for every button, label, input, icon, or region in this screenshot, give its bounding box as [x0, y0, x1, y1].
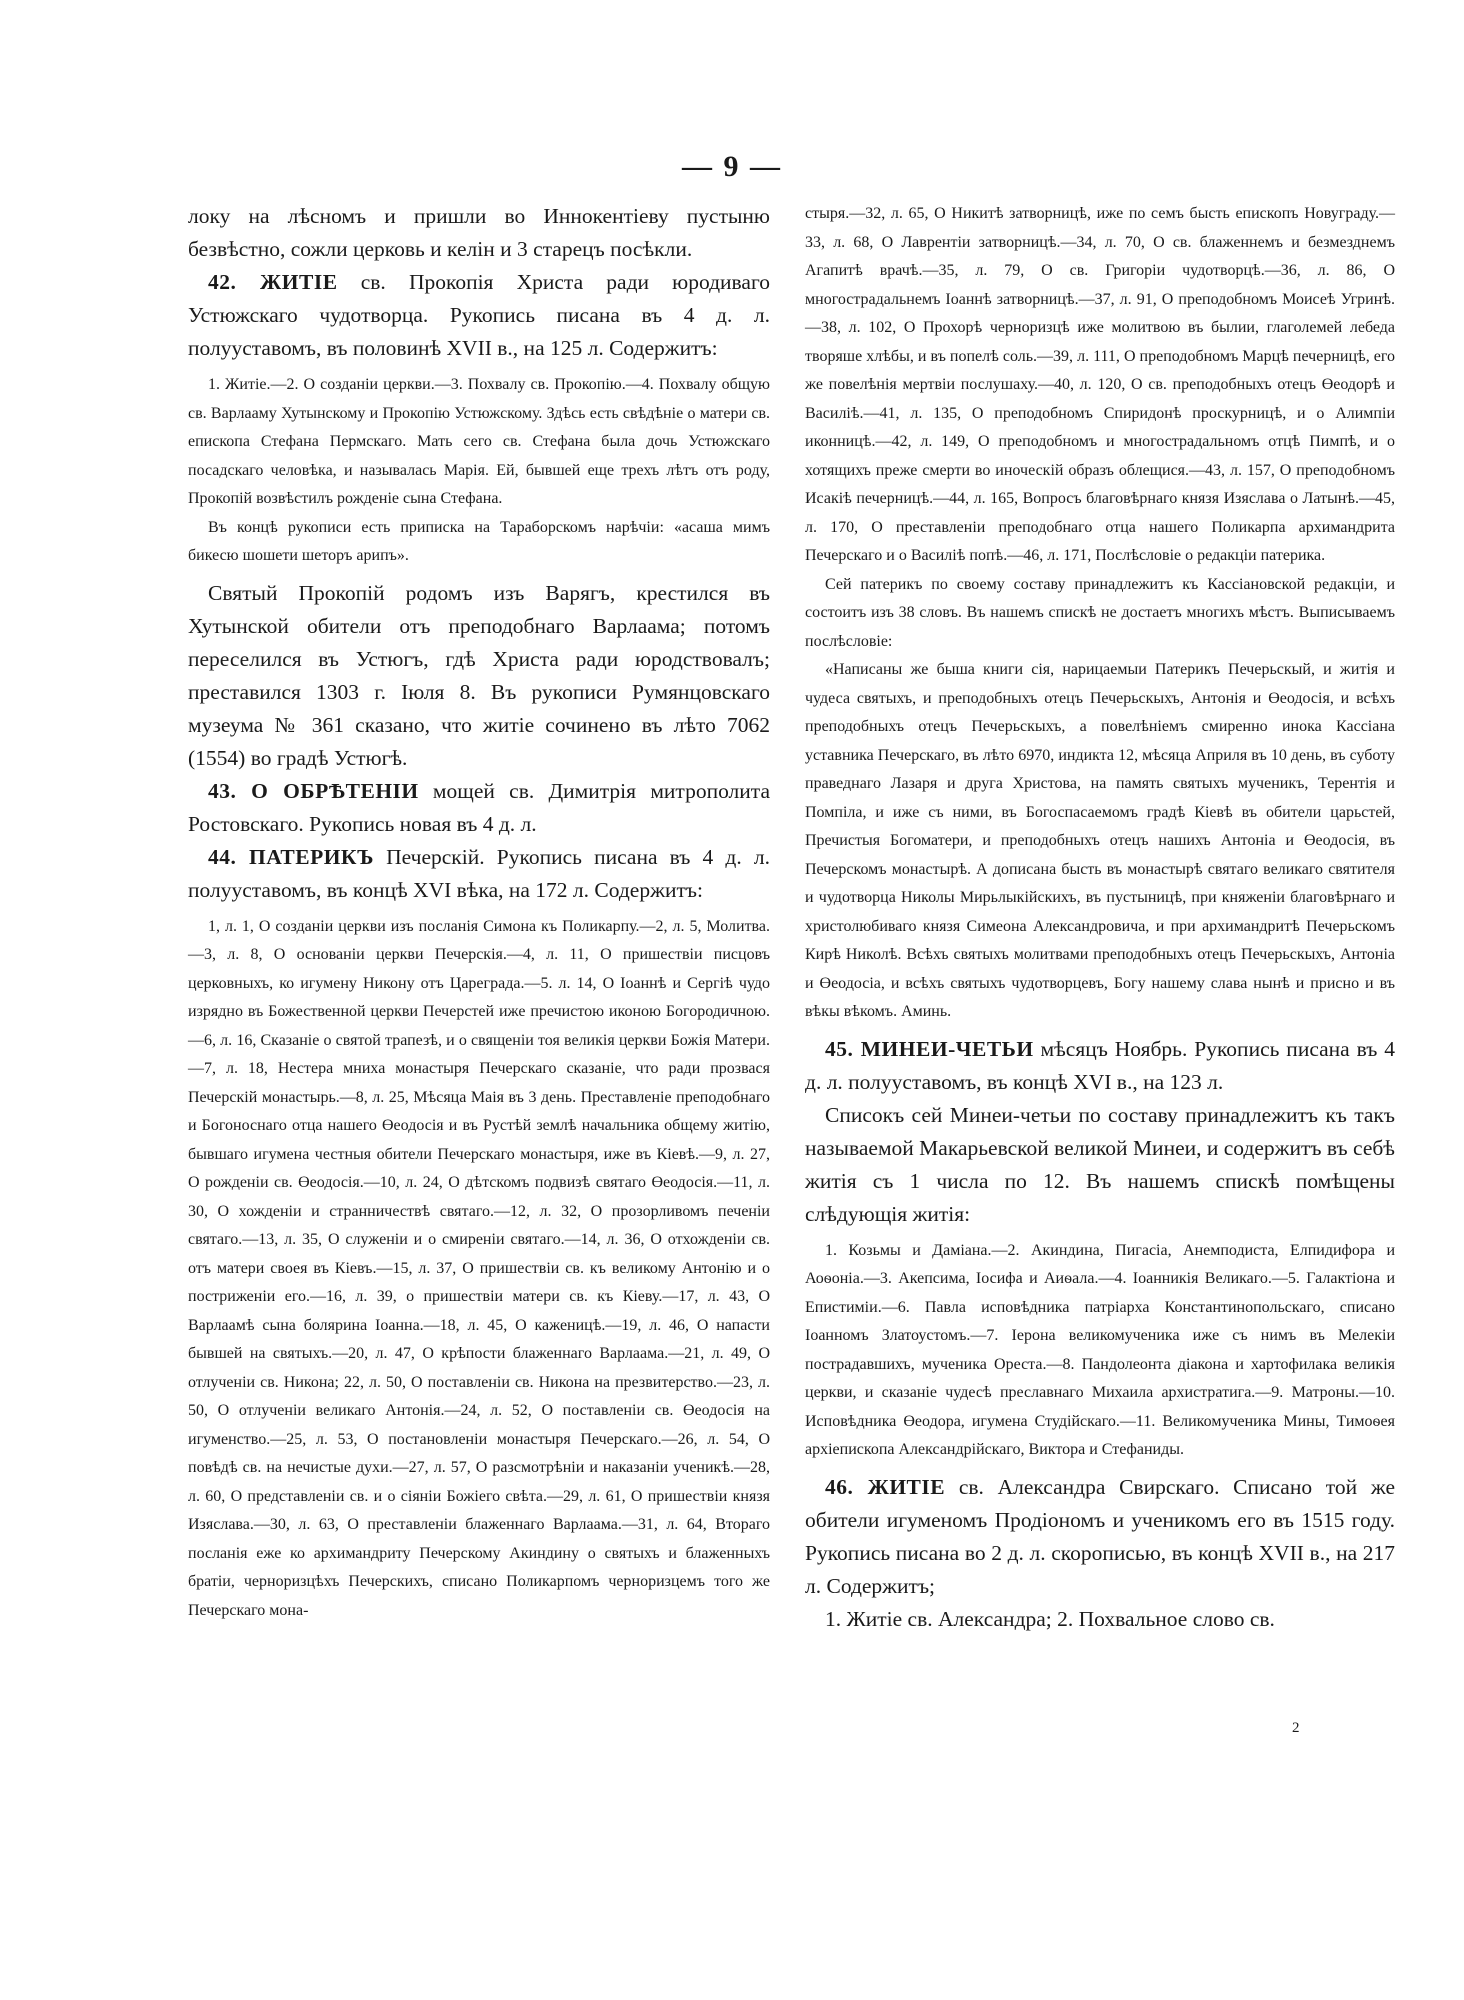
paragraph: стыря.—32, л. 65, О Никитѣ затворницѣ, иже по семъ бысть епископъ Новуграду.—33, л. 68, О Лаврентіи затворницѣ.—34, л. 70, О св. блаженнемъ и безмезднемъ Агапитѣ врачѣ.—35, л. 79, О св. Григоріи чудотворцѣ.—36, л. 86, О многострадальнемъ Іоаннѣ затворницѣ.—37, л. 91, О преподобномъ Моисеѣ Угринѣ.—38, л. 102, О Прохорѣ черноризцѣ иже молитвою въ былии, глаголемей лебеда творяше хлѣбы, и въ попелѣ соль.—39, л. 111, О преподобномъ Марцѣ печерницѣ, его же повелѣнія мертвіи послушаху.—40, л. 120, О св. преподобныхъ отецъ Өеодорѣ и Василіѣ.—41, л. 135, О преподобномъ Спиридонѣ проскурницѣ, и о Алимпіи иконницѣ.—42, л. 149, О преподобномъ и многострадальномъ отцѣ Пимпѣ, и о хотящихъ преже смерти во иноческій образъ облещися.—43, л. 157, О преподобномъ Исакіѣ печерницѣ.—44, л. 165, Вопросъ благовѣрнаго князя Изяслава о Латынѣ.—45, л. 170, О преставленіи преподобнаго отца нашего Поликарпа архимандрита Печерскаго и о Василіѣ попѣ.—46, л. 171, Послѣсловіе о редакціи патерика. [805, 205, 1395, 564]
paragraph: «Написаны же быша книги сія, нарицаемыи Патерикъ Печерьскый, и житія и чудеса святыхъ, и преподобныхъ отецъ Печерьскыхъ, Антонія и Өеодосія, и всѣхъ преподобныхъ отецъ Печерьскыхъ, а повелѣніемъ смиренно инока Кассіана уставника Печерскаго, въ лѣто 6970, индикта 12, мѣсяца Априля въ 10 день, въ суботу праведнаго Лазаря и друга Христова, на память святыхъ мученикъ, Терентія и Помпіла, и иже съ ними, въ Богоспасаемомъ градѣ Кіевѣ въ обители царьстей, Пречистыя Богоматери, и преподобныхъ отецъ нашихъ Антоніа и Өеодосія, въ Печерскомъ монастырѣ. А дописана бысть въ монастырѣ святаго великаго святителя и чудотворца Николы Мирьлыкійскихъ, въ пустыницѣ, при княженіи благовѣрнаго и христолюбиваго князя Симеона Александровича, и при архимандритѣ Печерьскомъ Кирѣ Николѣ. Всѣхъ святыхъ молитвами преподобныхъ отецъ Печерьскыхъ, Антоніа и Өеодосіа, и всѣхъ святыхъ чудотворцевъ, Богу нашему слава нынѣ и присно и въ вѣкы вѣкомъ. Аминь. [805, 661, 1395, 1020]
paragraph: 1. Житіе св. Александра; 2. Похвальное слово св. [825, 1606, 1275, 1631]
right-column [805, 200, 1395, 1636]
catalog-entry-44 [188, 841, 770, 907]
entry-text: мѣсяцъ Ноябрь. Рукопись писана въ 4 д. л. полууставомъ, въ концѣ XVI в., на 123 л. [805, 1036, 1395, 1094]
catalog-entry-46 [805, 1471, 1395, 1603]
entry-heading: 42. ЖИТІЕ [208, 270, 338, 294]
entry-text: св. Александра Свирскаго. Списано той же обители игуменомъ Продіономъ и ученикомъ его въ 1515 году. Рукопись писана во 2 д. л. скорописью, въ концѣ XVII в., на 217 л. Содержитъ; [805, 1474, 1395, 1598]
catalog-entry-45 [805, 1033, 1395, 1099]
entry-heading: 44. ПАТЕРИКЪ [208, 844, 374, 869]
left-column [188, 200, 770, 1625]
paragraph: локу на лѣсномъ и пришли во Иннокентіеву пустыню безвѣстно, сожли церковь и келін и 3 старецъ посѣкли. [188, 204, 770, 261]
catalog-entry-42 [188, 266, 770, 365]
paragraph: Сей патерикъ по своему составу принадлежитъ къ Кассіановской редакціи, и состоитъ изъ 38 словъ. Въ нашемъ спискѣ не достаетъ многихъ мѣстъ. Выписываемъ послѣсловіе: [805, 575, 1395, 650]
entry-heading: 46. ЖИТІЕ [825, 1474, 946, 1499]
paragraph: 1. Житіе.—2. О созданіи церкви.—3. Похвалу св. Прокопію.—4. Похвалу общую св. Варлааму Хутынскому и Прокопію Устюжскому. Здѣсь есть свѣдѣніе о матери св. епископа Стефана Пермскаго. Мать сего св. Стефана была дочь Устюжскаго посадскаго человѣка, и называлась Марія. Ей, бывшей еще трехъ лѣтъ отъ роду, Прокопій возвѣстилъ рожденіе сына Стефана. [188, 376, 770, 507]
entry-heading: 43. О ОБРѢТЕНІИ [208, 778, 419, 803]
paragraph: 1, л. 1, О созданіи церкви изъ посланія Симона къ Поликарпу.—2, л. 5, Молитва.—3, л. 8, О основаніи церкви Печерскія.—4, л. 11, О пришествіи писцовъ церковныхъ, ко игумену Никону отъ Цареграда.—5. л. 14, О Іоаннѣ и Сергіѣ чудо изрядно въ Божественной церкви Печерстей иже пречистою иконою Богородичною.—6, л. 16, Сказаніе о святой трапезѣ, и о священіи тоя великія церкви Божія Матери.—7, л. 18, Нестера мниха монастыря Печерскаго сказаніе, что ради прозвася Печерскій монастырь.—8, л. 25, Мѣсяца Маія въ 3 день. Преставленіе преподобнаго и Богоноснаго отца нашего Өеодосія и въ Рустѣй землѣ начальника общему житію, бывшаго игумена честныя обители Печерскаго монастыря, иже въ Кіевѣ.—9, л. 27, О рожденіи св. Өеодосія.—10, л. 24, О дѣтскомъ подвизѣ святаго Өеодосія.—11, л. 30, О хожденіи и странничествѣ святаго.—12, л. 32, О прозорливомъ печеніи святаго.—13, л. 35, О служеніи и о смиреніи святаго.—14, л. 36, О отхожденіи св. отъ матери своея въ Кіевъ.—15, л. 37, О пришествіи св. къ великому Антонію и о постриженіи его.—16, л. 39, о пришествіи матери св. къ Кіеву.—17, л. 43, О Варлаамѣ сына болярина Іоанна.—18, л. 45, О каженицѣ.—19, л. 46, О напасти бывшей на святыхъ.—20, л. 47, О крѣпости блаженнаго Варлаама.—21, л. 49, О отлученіи св. Никона; 22, л. 50, О поставленіи св. Никона на презвитерство.—23, л. 50, О отлученіи великаго Антонія.—24, л. 52, О поставленіи св. Өеодосія на игуменство.—25, л. 53, О постановленіи монастыря Печерскаго.—26, л. 54, О повѣдѣ св. на нечистые духи.—27, л. 57, О разсмотрѣніи и наказаніи ученикѣ.—28, л. 60, О представленіи св. и о сіяніи Божіего свѣта.—29, л. 61, О пришествіи князя Изяслава.—30, л. 63, О преставленіи блаженнаго Варлаама.—31, л. 64, Втораго посланія еже ко архимандриту Печерскому Акиндину о святыхъ и блаженныхъ братіи, черноризцѣхъ Печерскихъ, списано Поликарпомъ черноризцемъ того же Печерскаго мона- [188, 917, 770, 1619]
entry-text: мощей св. Димитрія митрополита Ростовскаго. Рукопись новая въ 4 д. л. [188, 778, 770, 836]
signature-mark: 2 [1292, 1720, 1300, 1736]
entry-text: Печерскій. Рукопись писана въ 4 д. л. полууставомъ, въ концѣ XVI вѣка, на 172 л. Содержитъ: [188, 844, 770, 902]
catalog-entry-43 [188, 775, 770, 841]
entry-heading: 45. МИНЕИ-ЧЕТЬИ [825, 1036, 1034, 1061]
paragraph: Списокъ сей Минеи-четьи по составу принадлежитъ къ такъ называемой Макарьевской великой Минеи, и содержитъ въ себѣ житія съ 1 числа по 12. Въ нашемъ спискѣ помѣщены слѣдующія житія: [805, 1102, 1395, 1226]
page-number: — 9 — [682, 150, 782, 183]
paragraph: 1. Козьмы и Даміана.—2. Акиндина, Пигасіа, Анемподиста, Елпидифора и Аоѳоніа.—3. Акепсима, Іосифа и Аиѳала.—4. Іоанникія Великаго.—5. Галактіона и Епистиміи.—6. Павла исповѣдника патріарха Константинопольскаго, списано Іоанномъ Златоустомъ.—7. Іерона великомученика иже съ нимъ въ Мелекіи пострадавшихъ, мученика Ореста.—8. Пандолеонта діакона и хартофилака великія церкви, и сказаніе чудесѣ преславнаго Михаила архистратига.—9. Матроны.—10. Исповѣдника Өеодора, игумена Студійскаго.—11. Великомученика Мины, Тимоѳея архіепископа Александрійскаго, Виктора и Стефаниды. [805, 1241, 1395, 1458]
entry-text: св. Прокопія Христа ради юродиваго Устюжскаго чудотворца. Рукопись писана въ 4 д. л. полууставомъ, въ половинѣ XVII в., на 125 л. Содержитъ: [188, 270, 770, 360]
paragraph: Въ концѣ рукописи есть приписка на Тараборскомъ нарѣчіи: «асаша мимъ бикесю шошети шеторъ арипъ». [188, 518, 770, 564]
paragraph: Святый Прокопій родомъ изъ Варягъ, крестился въ Хутынской обители отъ преподобнаго Варлаама; потомъ переселился въ Устюгъ, гдѣ Христа ради юродствовалъ; преставился 1303 г. Іюля 8. Въ рукописи Румянцовскаго музеума № 361 сказано, что житіе сочинено въ лѣто 7062 (1554) во градѣ Устюгѣ. [188, 580, 770, 770]
